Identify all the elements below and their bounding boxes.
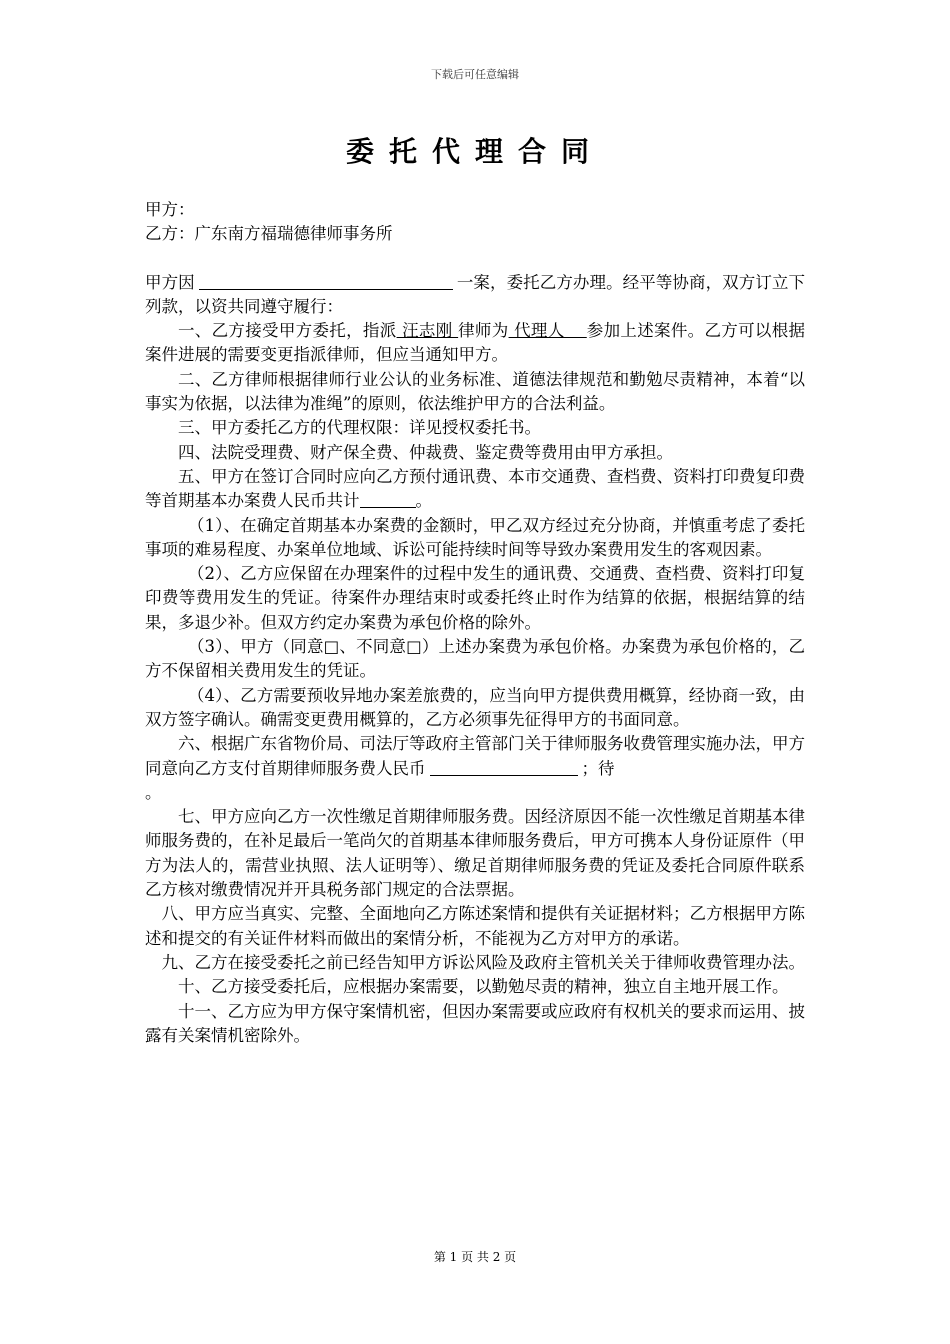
clause-1-text-a: 一、乙方接受甲方委托，指派 (178, 321, 397, 341)
clause-6-text-c: 。 (145, 782, 162, 802)
subclause-2: （2）、乙方应保留在办理案件的过程中发生的通讯费、交通费、查档费、资料打印复印费等费用发生的凭证。待案件办理结束时或委托终止时作为结算的依据，根据结算的结果，多退少补。但双方约定办案费为承包价格的除外。 (145, 564, 805, 632)
lawyer-role: 代理人 (508, 321, 587, 341)
clause-5-text-b: 。 (415, 491, 432, 511)
subclause-3: （3）、甲方（同意□、不同意□）上述办案费为承包价格。办案费为承包价格的，乙方不保留相关费用发生的凭证。 (145, 637, 805, 681)
intro-paragraph (145, 271, 805, 320)
party-a: 甲方： (145, 200, 195, 219)
clause-11: 十一、乙方应为甲方保守案情机密，但因办案需要或应政府有权机关的要求而运用、披露有关案情机密除外。 (145, 1001, 805, 1045)
page-footer: 第 1 页 共 2 页 (433, 1250, 517, 1264)
contract-body (145, 198, 805, 1048)
subclause-1: （1）、在确定首期基本办案费的金额时，甲乙双方经过充分协商，并慎重考虑了委托事项的难易程度、办案单位地域、诉讼可能持续时间等导致办案费用发生的客观因素。 (145, 515, 805, 559)
clause-4: 四、法院受理费、财产保全费、仲裁费、鉴定费等费用由甲方承担。 (178, 442, 673, 462)
clause-2: 二、乙方律师根据律师行业公认的业务标准、道德法律规范和勤勉尽责精神，本着“以事实为依据，以法律为准绳”的原则，依法维护甲方的合法利益。 (145, 369, 805, 414)
clause-8: 八、甲方应当真实、完整、全面地向乙方陈述案情和提供有关证据材料；乙方根据甲方陈述和提交的有关证件材料而做出的案情分析，不能视为乙方对甲方的承诺。 (145, 904, 805, 948)
lawyer-name: 汪志刚 (396, 321, 459, 341)
clause-1-text-c: 参加上述案件。乙方可以根据案件进展的需要变更指派律师，但应当通知甲方。 (145, 321, 806, 365)
clause-7: 七、甲方应向乙方一次性缴足首期律师服务费。因经济原因不能一次性缴足首期基本律师服务费的，在补足最后一笔尚欠的首期基本律师服务费后，甲方可携本人身份证原件（甲方为法人的，需营业执照、法人证明等）、缴足首期律师服务费的凭证及委托合同原件联系乙方核对缴费情况并开具税务部门规定的合法票据。 (145, 807, 805, 900)
intro-text-a: 甲方因 (145, 272, 195, 292)
document-title: 委托代理合同 (345, 135, 604, 168)
clause-9: 九、乙方在接受委托之前已经告知甲方诉讼风险及政府主管机关关于律师收费管理办法。 (161, 952, 805, 972)
service-fee-blank (430, 759, 578, 776)
party-b: 乙方：广东南方福瑞德律师事务所 (145, 224, 393, 244)
clause-1 (145, 319, 805, 368)
clause-10: 十、乙方接受委托后，应根据办案需要，以勤勉尽责的精神，独立自主地开展工作。 (178, 977, 789, 997)
clause-5 (145, 465, 805, 514)
clause-3: 三、甲方委托乙方的代理权限：详见授权委托书。 (178, 418, 541, 438)
header-note: 下载后可任意编辑 (431, 68, 519, 81)
clause-6-text-a: 六、根据广东省物价局、司法厅等政府主管部门关于律师服务收费管理实施办法，甲方同意向乙方支付首期律师服务费人民币 (145, 734, 805, 778)
fee-blank (360, 491, 416, 508)
subclause-4: （4）、乙方需要预收异地办案差旅费的，应当向甲方提供费用概算，经协商一致，由双方签字确认。确需变更费用概算的，乙方必须事先征得甲方的书面同意。 (145, 685, 805, 729)
clause-6-text-b: ；待 (581, 758, 615, 778)
clause-1-text-b: 律师为 (458, 321, 509, 341)
intro-text-b: 一案，委托乙方办理。经平等协商，双方订立下列款，以资共同遵守履行： (145, 272, 805, 316)
clause-6 (145, 732, 805, 805)
clause-5-text-a: 五、甲方在签订合同时应向乙方预付通讯费、本市交通费、查档费、资料打印费复印费等首期基本办案费人民币共计 (145, 466, 805, 511)
case-blank (199, 273, 453, 290)
